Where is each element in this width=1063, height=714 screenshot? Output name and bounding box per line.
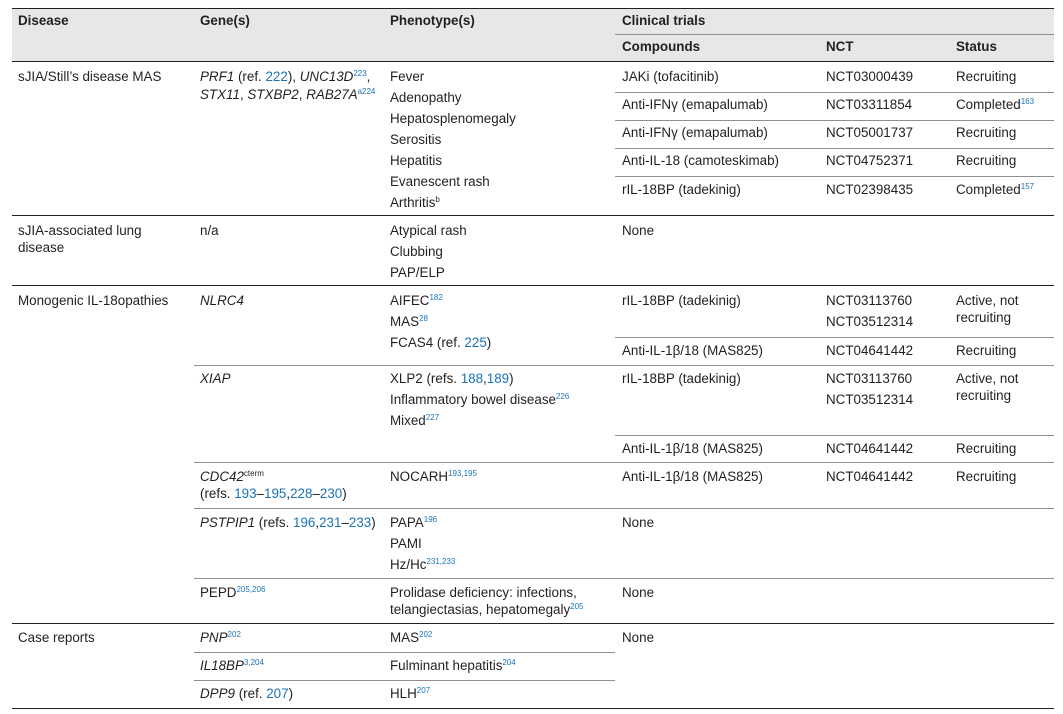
citation-superscript[interactable]: 204 [502,658,516,668]
section-divider [12,285,1054,286]
citation-superscript[interactable]: 196 [423,515,438,525]
gene-stx11: STX11 [200,87,240,102]
citation-superscript[interactable]: 207 [416,686,431,696]
phenotype-text: Arthritis [390,195,436,210]
phenotype-item [390,292,443,310]
clinical-trials-underline [615,34,1054,35]
table-header-band [12,9,1054,61]
citation-superscript[interactable]: 202 [419,630,433,640]
gene-variant-superscript: cterm [243,469,264,479]
gene-text: ) [288,686,294,701]
table-top-rule [12,8,1054,9]
disease-monogenic: Monogenic IL-18opathies [18,293,169,308]
header-status: Status [956,39,997,54]
trial-status: Recruiting [956,469,1017,484]
phenotype-item [390,391,569,409]
trial-compound: Anti-IL-1β/18 (MAS825) [622,441,763,456]
phenotype-text: NOCARH [390,469,449,484]
phenotype-item: Evanescent rash [390,174,490,189]
phenotype-item [390,412,439,430]
gene-text: , [286,486,291,501]
trial-status-text: Completed [956,97,1021,112]
citation-link[interactable]: 230 [319,486,343,501]
gene-text: – [341,515,349,530]
trial-none: None [622,223,655,238]
footnote-marker: b [435,195,440,205]
phenotype-item: Adenopathy [390,90,462,105]
gene-stxbp2: STXBP2 [247,87,299,102]
phenotype-item: Clubbing [390,244,443,259]
trial-nct: NCT05001737 [826,125,914,140]
trial-status [956,181,1034,199]
phenotype-text: FCAS4 (ref. [390,335,465,350]
phenotype-item: Prolidase deficiency: infections, [390,585,577,600]
phenotype-item: Fever [390,69,425,84]
phenotype-text: AIFEC [390,293,430,308]
section-divider [12,623,1054,624]
phenotype-text: ) [486,335,492,350]
phenotype-item: Hepatosplenomegaly [390,111,516,126]
citation-superscript[interactable]: 231,233 [426,557,456,567]
subrow-divider [194,680,615,681]
table-header-bottom-rule [12,61,1054,62]
trial-status: recruiting [956,310,1012,325]
trial-nct: NCT03512314 [826,392,914,407]
phenotype-item: Serositis [390,132,442,147]
phenotype-text: Mixed [390,413,426,428]
trial-compound: rIL-18BP (tadekinig) [622,182,741,197]
gene-sjia-line1 [200,68,370,86]
phenotype-text: Fulminant hepatitis [390,658,503,673]
gene-text: (ref. [234,69,266,84]
subrow-divider [194,652,615,653]
trial-nct: NCT03512314 [826,314,914,329]
trial-status-text: Completed [956,182,1021,197]
disease-lung-line2: disease [18,240,65,255]
citation-superscript[interactable]: 157 [1020,182,1035,192]
subrow-divider [194,578,1054,579]
gene-text: (refs. [255,515,294,530]
trial-compound: Anti-IL-1β/18 (MAS825) [622,469,763,484]
gene-il18bp-name: IL18BP [200,658,244,673]
gene-pstpip1-name: PSTPIP1 [200,515,256,530]
phenotype-text: Inflammatory bowel disease [390,392,556,407]
citation-link[interactable]: 196 [293,515,316,530]
phenotype-text: MAS [390,314,420,329]
gene-text: (refs. [200,486,235,501]
gene-dpp9 [200,685,293,703]
citation-superscript[interactable]: 226 [555,392,570,402]
trial-compound: rIL-18BP (tadekinig) [622,371,741,386]
gene-rab27a: RAB27A [306,87,358,102]
gene-text: ), [287,69,300,84]
citation-superscript[interactable]: 163 [1020,97,1035,107]
citation-link[interactable]: 233 [348,515,372,530]
citation-superscript[interactable]: 205 [570,602,584,612]
citation-link[interactable]: 228 [290,486,313,501]
gene-text: , [366,69,371,84]
gene-sjia-line2 [200,86,375,104]
phenotype-item [390,601,584,619]
gene-prf1: PRF1 [200,69,235,84]
header-clinical-trials: Clinical trials [622,13,706,28]
trial-none: None [622,515,655,530]
phenotype-item [390,468,477,486]
trial-row-divider [615,120,1054,121]
citation-superscript[interactable]: a224 [357,87,376,97]
trial-compound: rIL-18BP (tadekinig) [622,293,741,308]
citation-superscript[interactable]: 202 [227,630,241,640]
trial-nct: NCT03000439 [826,69,914,84]
gene-nlrc4: NLRC4 [200,293,244,308]
disease-sjia: sJIA/Still’s disease MAS [18,69,162,84]
trial-status [956,96,1034,114]
trial-compound: Anti-IFNγ (emapalumab) [622,125,768,140]
gene-cdc42-name: CDC42 [200,469,244,484]
trial-nct: NCT04641442 [826,343,914,358]
gene-text: , [298,87,307,102]
trial-status: Active, not [956,293,1019,308]
phenotype-item: PAP/ELP [390,265,445,280]
citation-superscript[interactable]: 182 [429,293,443,303]
disease-lung-line1: sJIA-associated lung [18,223,142,238]
subrow-divider [194,462,1054,463]
citation-link[interactable]: 193 [234,486,257,501]
citation-link[interactable]: 231 [319,515,342,530]
gene-text: (ref. [234,686,267,701]
header-disease: Disease [18,13,69,28]
citation-link[interactable]: 225 [464,335,487,350]
citation-link[interactable]: 207 [266,686,289,701]
citation-superscript[interactable]: 223 [353,69,367,79]
phenotype-item [390,629,432,647]
header-compounds: Compounds [622,39,701,54]
phenotype-text: , [483,371,487,386]
trial-row-divider [615,435,1054,436]
table-bottom-rule [12,708,1054,709]
phenotype-item: PAMI [390,536,422,551]
phenotype-item [390,685,430,703]
header-phenotypes: Phenotype(s) [390,13,475,28]
subrow-divider [194,508,1054,509]
trial-row-divider [615,176,1054,177]
subrow-divider [194,365,1054,366]
trial-row-divider [615,337,1054,338]
phenotype-item [390,370,514,388]
phenotype-item [390,313,428,331]
phenotype-item: Hepatitis [390,153,443,168]
trial-row-divider [615,92,1054,93]
gene-text: ) [371,515,376,530]
trial-row-divider [615,148,1054,149]
trial-nct: NCT03113760 [826,371,913,386]
phenotype-item [390,194,440,212]
citation-link[interactable]: 222 [265,69,288,84]
phenotype-text: PAPA [390,515,424,530]
citation-superscript[interactable]: 3,204 [243,658,264,668]
gene-cdc42 [200,468,264,486]
trial-compound: Anti-IL-18 (camoteskimab) [622,153,780,168]
citation-superscript[interactable]: 193,195 [448,469,477,479]
gene-na: n/a [200,223,219,238]
trial-status: Recruiting [956,69,1017,84]
gene-text: , [315,515,320,530]
trial-compound: Anti-IFNγ (emapalumab) [622,97,768,112]
trial-status: Recruiting [956,125,1017,140]
disease-case-reports: Case reports [18,630,95,645]
phenotype-item [390,657,516,675]
gene-unc13d: UNC13D [299,69,354,84]
gene-il18bp [200,657,264,675]
phenotype-text: Hz/Hc [390,557,427,572]
gene-text: – [312,486,320,501]
trial-compound: Anti-IL-1β/18 (MAS825) [622,343,763,358]
header-genes: Gene(s) [200,13,250,28]
phenotype-text: HLH [390,686,417,701]
gene-pstpip1 [200,514,376,532]
citation-superscript[interactable]: 227 [425,413,440,423]
gene-cdc42-refs [200,485,347,503]
gene-dpp9-name: DPP9 [200,686,235,701]
phenotype-item [390,334,491,352]
trial-status: recruiting [956,388,1012,403]
gene-xiap: XIAP [200,371,231,386]
citation-superscript[interactable]: 28 [419,314,428,324]
trial-nct: NCT03311854 [826,97,913,112]
trial-status: Recruiting [956,441,1017,456]
phenotype-text: telangiectasias, hepatomegaly [390,602,571,617]
trial-status: Recruiting [956,153,1017,168]
trial-compound: JAKi (tofacitinib) [622,69,719,84]
trial-nct: NCT04641442 [826,441,914,456]
trial-status: Active, not [956,371,1019,386]
gene-pnp [200,629,241,647]
phenotype-text: ) [509,371,514,386]
citation-link[interactable]: 188 [460,371,484,386]
trial-status: Recruiting [956,343,1017,358]
trial-none: None [622,585,655,600]
section-divider [12,215,1054,216]
trial-nct: NCT03113760 [826,293,913,308]
gene-text: ) [342,486,347,501]
citation-superscript[interactable]: 205,206 [236,585,266,595]
gene-text: , [239,87,248,102]
trial-none: None [622,630,655,645]
gene-pepd [200,584,265,602]
gene-pnp-name: PNP [200,630,228,645]
gene-pepd-name: PEPD [200,585,237,600]
citation-link[interactable]: 195 [264,486,287,501]
trial-nct: NCT04641442 [826,469,914,484]
trial-nct: NCT04752371 [826,153,914,168]
phenotype-text: XLP2 (refs. [390,371,461,386]
citation-link[interactable]: 189 [486,371,510,386]
phenotype-text: MAS [390,630,420,645]
phenotype-item: Atypical rash [390,223,467,238]
trial-nct: NCT02398435 [826,182,914,197]
phenotype-item [390,514,437,532]
phenotype-item [390,556,455,574]
gene-text: – [256,486,265,501]
header-nct: NCT [826,39,854,54]
